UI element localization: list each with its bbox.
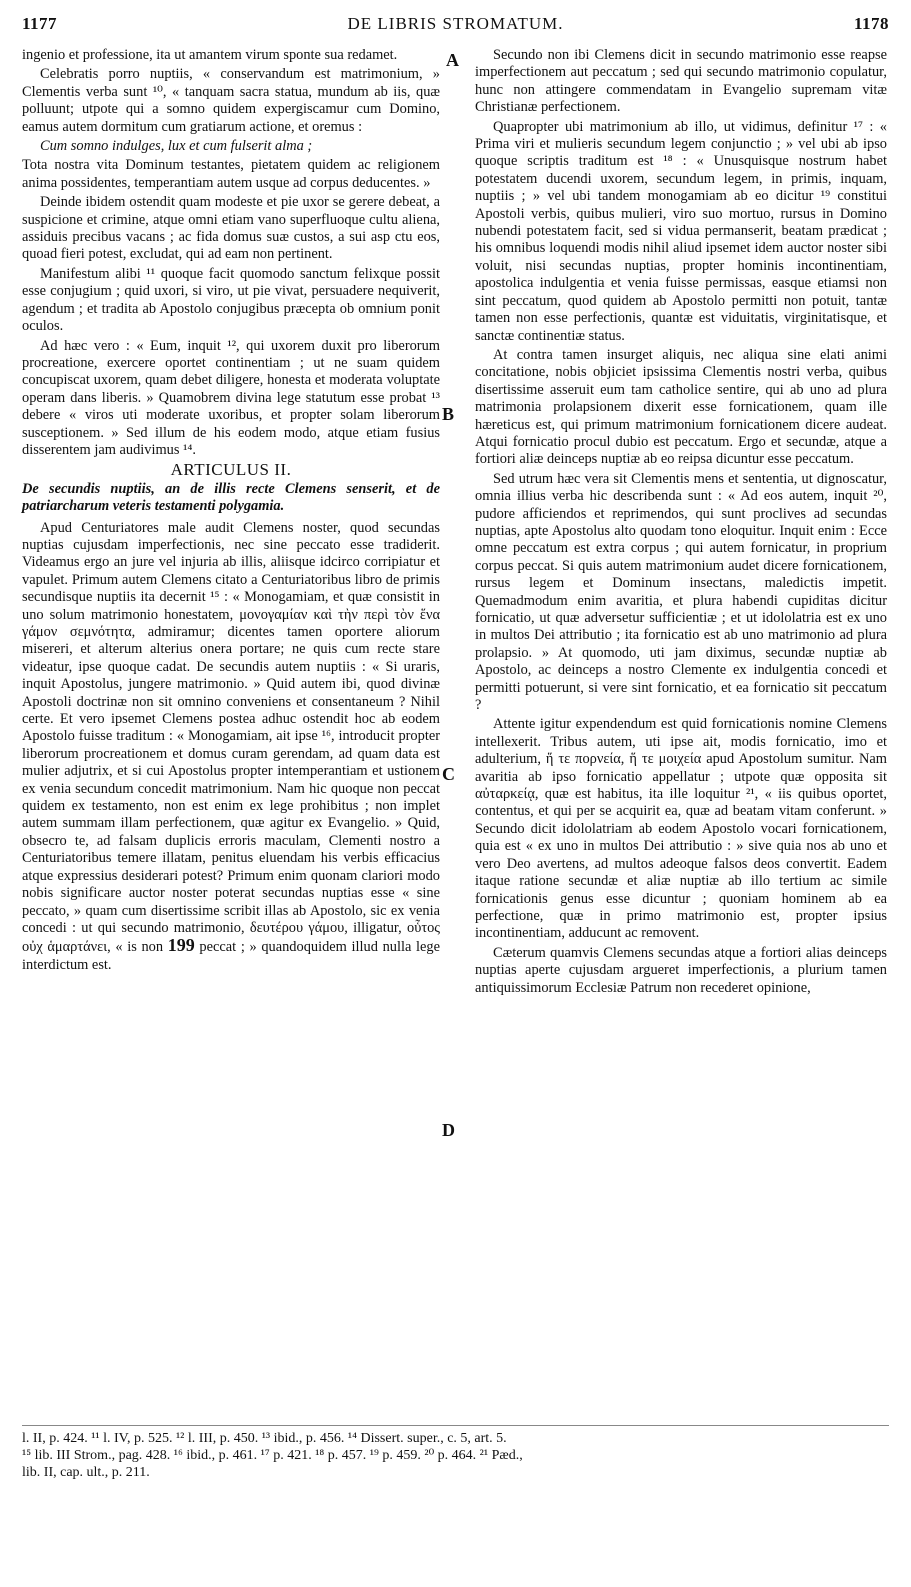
footnotes [22,1430,889,1481]
running-header [22,14,889,40]
paragraph: Quapropter ubi matrimonium ab illo, ut vidimus, definitur ¹⁷ : « Prima viri et mulieris secundum legem conjunctio ; » vel ubi ab ipso quoque scriptis traditum est ¹⁸ : « Unusquisque nostrum habet potestatem ducendi uxorem, secundum legem, in primis, inquam, nuptiis ; » vel ubi tandem monogamiam ab eo dicitur ¹⁹ constitui Apostoli verbis, quibus mulieri, viro suo mortuo, rursus in Domino nubendi potestatem facit, sed si vidua permanserit, beatam prædicat ; his omnibus loquendi modis nihil aliud ipsemet idem auctor noster sibi voluit, nisi secundas nuptias, propter hominis incontinentiam, apostolica indulgentia et venia fuisse permissas, easque etiamsi non sint peccatum, quod quidem ab Apostolo permitti non potuit, tantæ tamen non esse perfectionis, quantæ est viduitatis, virginitatisque, et sanctæ continentiæ status. [475,118,887,344]
paragraph: Manifestum alibi ¹¹ quoque facit quomodo sanctum felixque possit esse conjugium ; quid uxori, si viro, ut pie vivat, persuadere nequiverit, agendum ; et tradita ab Apostolo conjugibus præcepta ob omnium ponit oculos. [22,265,440,335]
left-column-number: 1177 [22,14,58,33]
paragraph: Sed utrum hæc vera sit Clementis mens et sententia, ut dignoscatur, omnia illius verba hic describenda sunt : « Ad eos autem, inquit ²⁰, pudore afficiendos et reprimendos, qui sunt proclives ad secundas nuptias, apte Apostolus alto quodam tono eloquitur. Inquit enim : Ecce omne peccatum est extra corpus ; qui autem fornicatur, in proprium corpus peccat. Si quis autem matrimonium audet dicere fornicationem, rursus legem et Dominum insectans, maledictis impetit. Quemadmodum enim avaritia, et plura habendi cupiditas dicitur fornicatio, ut quæ adversetur sufficientiæ ; et ut idololatria est ex uno in multos Dei attributio ; ita fornicatio est ab uno matrimonio ad plura prolapsio. » At quomodo, uti jam diximus, secundæ nuptiæ ab Apostolo, ac deinceps a nostro Clemente ex indulgentia concedi et permitti potuerunt, si vere sint fornicatio, et ea fornicatio sit peccatum ? [475,470,887,714]
running-title: DE LIBRIS STROMATUM. [347,14,564,33]
footnote-line: ¹⁵ lib. III Strom., pag. 428. ¹⁶ ibid., p. 461. ¹⁷ p. 421. ¹⁸ p. 457. ¹⁹ p. 459. ²⁰ p. 464. ²¹ Pæd., [22,1448,523,1463]
paragraph: Celebratis porro nuptiis, « conservandum est matrimonium, » Clementis verba sunt ¹⁰, « tanquam sacra statua, mundum ab iis, quæ polluunt; utpote qui a somno quidem expergiscamur cum Domino, eamus autem dormitum cum gratiarum actione, et oremus : [22,66,440,135]
footnote-line: lib. II, cap. ult., p. 211. [22,1465,150,1480]
paragraph-text: Apud Centuriatores male audit Clemens noster, quod secundas nuptias cujusdam imperfectionis, nec sine peccato esse tradiderit. Videamus ergo an jure vel injuria ab illis, aliisque idcirco corripiatur et vapulet. Primum autem Clemens citato a Centuriatoribus libro de primis secundisque nuptiis ita decernit ¹⁵ : « Monogamiam, et quæ consistit in uno solum matrimonio honestatem, μονογαμίαν καὶ τὴν περὶ τὸν ἕνα γάμον σεμνότητα, admiramur; dicentes tamen oportere aliorum misereri, et alterum alterius onera portare; ne quis cum recte stare videatur, ipse quoque cadat. De secundis autem nuptiis : « Si uraris, inquit Apostolus, jungere matrimonio. » Quid autem ibi, quod divinæ Apostoli doctrinæ non sit omnino conveniens et consentaneum ? Nihil certe. Et vero ipsemet Clemens postea adhuc ostendit hoc ab eodem Apostolo fuisse traditum : « Monogamiam, ait ipse ¹⁶, introducit propter liberorum procreationem et domus curam gerendam, ad quam data est mulier adjutrix, et si cui Apostolus propter intemperantiam et ustionem ex venia secundum concedit matrimonium. Nam hic quoque non peccat quidem ex testamento, non est enim ex lege prohibitus ; non implet autem summam illam perfectionem, quæ agitur ex Evangelio. » Quid, obsecro te, ad falsam duplicis erroris maculam, Clementi nostro a Centuriatoribus temere illatam, penitus eluendam his verbis efficacius atque expressius desiderari potest? Primum enim quonam clariori modo nobis significare auctor noster poterat secundas nuptias esse « sine peccato, » quam cum disertissime scribit illas ab Apostolo, sic ex venia concedi : ut qui secundo matrimonio, δευτέρου γάμου, illigatur, οὗτος οὐχ ἁμαρτάνει, « is non [22,519,440,956]
page-number: 199 [167,935,195,956]
right-column [475,47,887,999]
margin-marker-d: D [442,1120,455,1140]
article-heading: ARTICULUS II. [170,460,292,480]
paragraph: Deinde ibidem ostendit quam modeste et pie uxor se gerere debeat, a suspicione et crimine, atque omni etiam vano superfluoque cultu aliena, assiduis precibus vacans ; ac fida domus suæ custos, a sui asp ctu eos, quoad fieri potest, excludat, qui ad eam non pertinent. [22,194,440,263]
margin-marker-c: C [442,764,455,784]
left-column [22,47,440,976]
footnote-line: l. II, p. 424. ¹¹ l. IV, p. 525. ¹² l. III, p. 450. ¹³ ibid., p. 456. ¹⁴ Dissert. super., c. 5, art. 5. [22,1431,507,1446]
paragraph: Tota nostra vita Dominum testantes, pietatem quidem ac religionem anima possidentes, temperantiam autem usque ad corpus deducentes. » [22,157,440,191]
paragraph: Secundo non ibi Clemens dicit in secundo matrimonio esse reapse imperfectionem aut peccatum ; sed qui secundo matrimonio copulatur, hunc non attingere commendatam in Evangelio supremam vitæ Christianæ perfectionem. [475,47,887,116]
footnote-rule [22,1425,889,1426]
paragraph: ingenio et professione, ita ut amantem virum sponte sua redamet. [22,47,398,63]
verse-line: Cum somno indulges, lux et cum fulserit alma ; [40,138,313,155]
paragraph [22,520,440,975]
paragraph: Cæterum quamvis Clemens secundas atque a fortiori alias deinceps nuptias aperte cujusdam argueret imperfectionis, a plurium tamen antiquissimorum Ecclesiæ Patrum non recederet opinione, [475,944,887,996]
paragraph: At contra tamen insurget aliquis, nec aliqua sine elati animi concitatione, nobis objiciet ipsissima Clementis nostri verba, quibus disertissime asseruit eum tam catholice sentire, qui ab uno ad plura matrimonia prolapsionem dixerit esse fornicationem, quam ille hæreticus est, qui primum matrimonium fornicationem dicere audeat. Atqui fornicatio procul dubio est peccatum. Ergo et secundæ, atque a fortiori aliæ deinceps nuptiæ ab eo reipsa dicuntur esse peccatum. [475,346,887,468]
paragraph: Attente igitur expendendum est quid fornicationis nomine Clemens intellexerit. Tribus autem, uti ipse ait, modis fornicatio, imo et adulterium, ἥ τε πορνεία, ἥ τε μοιχεία apud Apostolum sumitur. Nam avaritia ab ipso fornicatio appellatur ; utpote quæ opposita sit αὐταρκείᾳ, quæ est habitus, ita ille loquitur ²¹, « iis quibus oportet, contentus, et qui per se acquirit ea, quæ ad beatam vitam conferunt. » Secundo dicit idololatriam ab eodem Apostolo vocari fornicationem, quia est « ex uno in multos Dei attributio : » sive quia nos ab uno et vero Deo avertens, ad multos adeoque falsos deos convertit. Eadem itaque ratione secundæ et aliæ nuptiæ ab illo tertium ac simile fornicationis genus esse dicuntur ; quoniam hominem ab ea perfectione, quæ in primo matrimonio est, propter ipsius incontinentiam, adducunt ac removent. [475,716,887,942]
article-subtitle: De secundis nuptiis, an de illis recte Clemens senserit, et de patriarcharum veteris testamenti polygamia. [22,480,440,515]
margin-marker-b: B [442,404,455,424]
paragraph-text: peccat ; » quandoquidem illud nulla lege interdictum est. [22,939,440,973]
right-column-number: 1178 [853,14,889,33]
margin-marker-a: A [446,50,459,70]
paragraph: Ad hæc vero : « Eum, inquit ¹², qui uxorem duxit pro liberorum procreatione, exercere oportet continentiam ; ut ne suam quidem concupiscat uxorem, quam debet diligere, honesta et moderata voluptate operam dans liberis. » Quamobrem divina lege statutum esse probat ¹³ debere « viros uti moderate uxoribus, et propter solam liberorum susceptionem. » Sed illum de his eodem modo, atque etiam fusius disserentem jam audivimus ¹⁴. [22,337,440,458]
